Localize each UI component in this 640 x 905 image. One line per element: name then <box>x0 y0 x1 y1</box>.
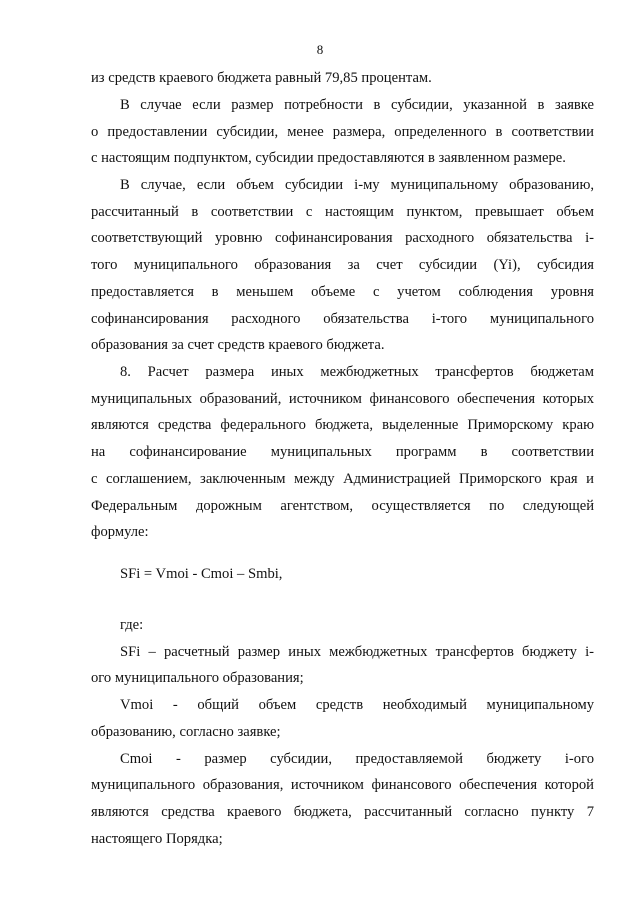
paragraph-item-8 <box>91 359 594 546</box>
text-line: настоящего Порядка; <box>91 830 223 847</box>
text-line: из средств краевого бюджета равный 79,85 процентам. <box>91 70 432 86</box>
text-line: того муниципального образования за счет субсидии (Yi), субсидия <box>91 257 594 274</box>
text-line: муниципального образования, источником финансового обеспечения которой <box>91 777 594 794</box>
text-line: где: <box>120 617 144 633</box>
paragraph-subsidy-need <box>91 92 594 172</box>
formula <box>91 561 594 588</box>
text-line: В случае, если объем субсидии i-му муниципальному образованию, <box>120 177 594 193</box>
text-line: с настоящим подпунктом, субсидии предоставляются в заявленном размере. <box>91 150 566 167</box>
text-line: SFi – расчетный размер иных межбюджетных трансфертов бюджету i- <box>120 643 594 660</box>
text-line: 8. Расчет размера иных межбюджетных трансфертов бюджетам <box>120 364 594 380</box>
text-line: соответствующий уровню софинансирования расходного обязательства i- <box>91 230 594 247</box>
text-line: рассчитанный в соответствии с настоящим пунктом, превышает объем <box>91 203 594 220</box>
formula-line: SFi = Vmoi - Cmoi – Smbi, <box>120 566 283 582</box>
text-line: образованию, согласно заявке; <box>91 723 281 740</box>
paragraph-continuation <box>91 65 594 92</box>
paragraph-subsidy-excess <box>91 172 594 359</box>
text-line: софинансирования расходного обязательства i-того муниципального <box>91 310 594 327</box>
text-line: о предоставлении субсидии, менее размера, определенного в соответствии <box>91 123 594 140</box>
text-line: предоставляется в меньшем объеме с учетом соблюдения уровня <box>91 283 594 300</box>
text-line: являются средства федерального бюджета, выделенные Приморскому краю <box>91 417 594 434</box>
text-line: Cmoi - размер субсидии, предоставляемой бюджету i-ого <box>120 750 594 767</box>
text-line: формуле: <box>91 524 149 541</box>
page-number: 8 <box>316 42 324 57</box>
text-line: Vmoi - общий объем средств необходимый муниципальному <box>120 697 594 714</box>
text-line: образования за счет средств краевого бюджета. <box>91 337 385 354</box>
formula-legend <box>91 612 594 852</box>
text-line: Федеральным дорожным агентством, осуществляется по следующей <box>91 497 594 514</box>
text-line: являются средства краевого бюджета, рассчитанный согласно пункту 7 <box>91 803 594 820</box>
text-line: ого муниципального образования; <box>91 670 304 687</box>
text-line: В случае если размер потребности в субсидии, указанной в заявке <box>120 97 594 113</box>
text-line: муниципальных образований, источником финансового обеспечения которых <box>91 390 594 407</box>
text-line: с соглашением, заключенным между Администрацией Приморского края и <box>91 470 594 487</box>
text-line: на софинансирование муниципальных программ в соответствии <box>91 444 594 461</box>
